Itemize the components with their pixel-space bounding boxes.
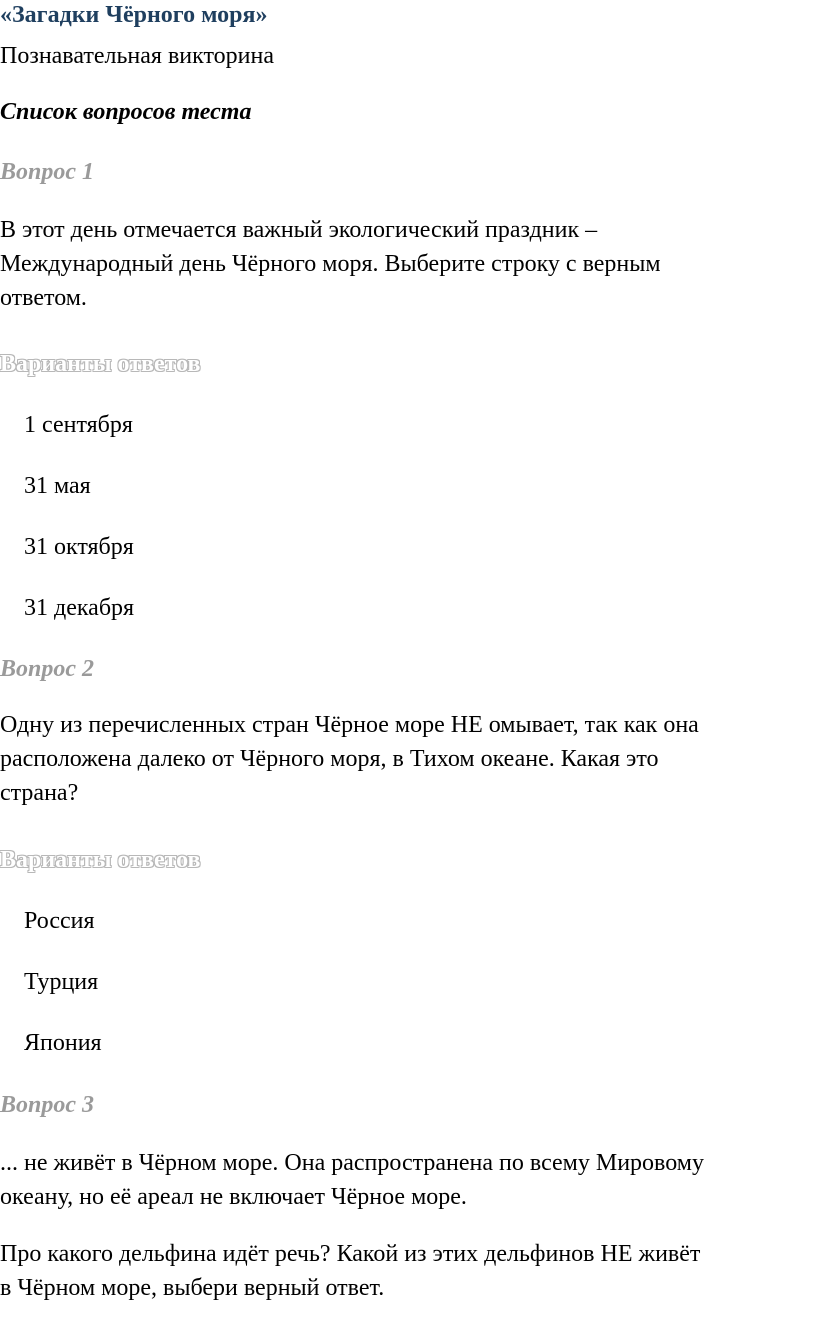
question-3-heading: Вопрос 3 [0,1092,95,1118]
question-2-text-line: расположена далеко от Чёрного моря, в Тихом океане. Какая это [0,746,659,772]
question-3-prompt-line: в Чёрном море, выбери верный ответ. [0,1275,385,1301]
question-2-text [0,708,816,810]
question-2-heading: Вопрос 2 [0,656,95,682]
question-3-text [0,1146,816,1214]
question-2-option[interactable]: Россия [24,908,95,934]
question-2-text-line: страна? [0,780,79,806]
question-1-option[interactable]: 31 декабря [24,595,135,621]
question-1-text-line: В этот день отмечается важный экологический праздник – [0,217,598,243]
question-1-text-line: ответом. [0,285,87,311]
question-1-text-line: Международный день Чёрного моря. Выберите строку с верным [0,251,661,277]
question-1-option[interactable]: 31 мая [24,473,91,499]
question-3-text-line: ... не живёт в Чёрном море. Она распространена по всему Мировому [0,1150,704,1176]
question-1-option[interactable]: 1 сентября [24,412,133,438]
document-title: «Загадки Чёрного моря» [0,2,268,28]
question-2-text-line: Одну из перечисленных стран Чёрное море НЕ омывает, так как она [0,712,699,738]
question-3-text-line: океану, но её ареал не включает Чёрное море. [0,1184,467,1210]
document-subtitle: Познавательная викторина [0,43,274,69]
question-3-prompt-line: Про какого дельфина идёт речь? Какой из этих дельфинов НЕ живёт [0,1241,701,1267]
question-2-option[interactable]: Япония [24,1030,102,1056]
question-1-options-heading: Варианты ответов [0,351,201,377]
question-1-text [0,213,816,315]
question-2-option[interactable]: Турция [24,969,99,995]
question-1-option[interactable]: 31 октября [24,534,134,560]
question-1-heading: Вопрос 1 [0,159,95,185]
question-3-prompt [0,1237,816,1305]
question-2-options-heading: Варианты ответов [0,847,201,873]
question-list-heading: Список вопросов теста [0,99,252,125]
